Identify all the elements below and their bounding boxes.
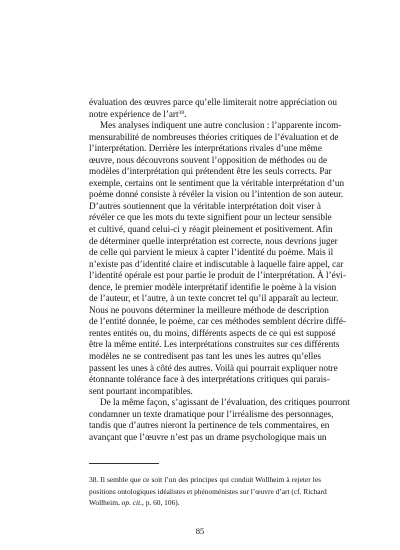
body-text (89, 97, 350, 443)
footnote-text: Wollheim, (89, 498, 122, 508)
text-line: de l’entité donnée, le poème, car ces méthodes semblent décrire diffé- (89, 316, 346, 327)
footnote-number: 38. (89, 475, 99, 484)
text-line: œuvre, nous découvrons souvent l’opposition de méthodes ou de (89, 154, 328, 165)
text-line: modèles ne se contredisent pas tant les unes les autres qu’elles (89, 351, 321, 362)
footnote-reference[interactable]: 38 (178, 109, 185, 116)
text-line: de déterminer quelle interprétation est correcte, nous devrions juger (89, 235, 338, 246)
paragraph-3 (89, 397, 350, 443)
footnote-38 (89, 475, 327, 510)
text-line: poème donné consiste à révéler la vision ou l’intention de son auteur. (89, 189, 344, 200)
text-line: Nous ne pouvons déterminer la meilleure méthode de description (89, 304, 329, 315)
text-line: de celle qui parvient le mieux à capter l’identité du poème. Mais il (89, 247, 334, 258)
text-line: de l’auteur, et l’autre, à un texte concret tel qu’il apparaît au lecteur. (89, 293, 339, 304)
footnote-line: positions ontologiques idéalistes et phénoménistes sur l’œuvre d’art (cf. Richard (89, 486, 327, 496)
text-line: D’autres soutiennent que la véritable interprétation doit viser à (89, 200, 321, 211)
text-line: Mes analyses indiquent une autre conclusion : l’apparente incom- (100, 120, 342, 131)
text-line: l’interprétation. Derrière les interprétations rivales d’une même (89, 143, 322, 154)
paragraph-2 (89, 120, 346, 397)
text-line: exemple, certains ont le sentiment que la véritable interprétation d’un (89, 177, 345, 188)
page-number: 85 (195, 526, 205, 536)
footnote-text: Il semble que ce soit l’un des principes qui conduit Wollheim à rejeter les (100, 475, 321, 484)
text-line: révéler ce que les mots du texte signifient pour un lecteur sensible (89, 212, 332, 223)
text-line: tandis que d’autres nieront la pertinence de tels commentaires, en (89, 420, 330, 431)
text-line (89, 109, 321, 121)
text-line: condamner un texte dramatique pour l’irréalisme des personnages, (89, 408, 334, 419)
text-line: De la même façon, s’agissant de l’évaluation, des critiques pourront (100, 397, 350, 408)
text-fragment: . (184, 108, 187, 119)
text-line: mensurabilité de nombreuses théories critiques de l’évaluation et de (89, 131, 339, 142)
text-line: avançant que l’œuvre n’est pas un drame psychologique mais un (89, 431, 327, 442)
text-fragment: notre expérience de l’art (89, 108, 179, 119)
text-line: et cultivé, quand celui-ci y réagit pleinement et positivement. Afin (89, 224, 333, 235)
footnote-line (89, 475, 321, 487)
paragraph-1 (89, 97, 337, 120)
footnote-text: , p. 60, 106). (142, 498, 180, 508)
text-line: passent les unes à côté des autres. Voilà qui pourrait expliquer notre (89, 362, 338, 373)
text-line: étonnante tolérance face à des interprétations critiques qui parais- (89, 374, 330, 385)
footnote-separator (89, 463, 159, 464)
text-line: dence, le premier modèle interprétatif identifie le poème à la vision (89, 281, 337, 292)
footnote-citation: op. cit. (121, 498, 142, 508)
text-line: évaluation des œuvres parce qu’elle limiterait notre appréciation ou (89, 97, 337, 107)
footnote-line (89, 498, 321, 510)
text-line: être la même entité. Les interprétations construites sur ces différents (89, 339, 340, 350)
text-line: sent pourtant incompatibles. (89, 385, 193, 396)
text-line: rentes entités ou, du moins, différents aspects de ce qui est supposé (89, 327, 336, 338)
text-line: n’existe pas d’identité claire et indiscutable à laquelle faire appel, car (89, 258, 344, 269)
text-line: l’identité opérale est pour partie le produit de l’interprétation. À l’évi- (89, 270, 346, 281)
text-line: modèles d’interprétation qui prétendent être les seuls corrects. Par (89, 166, 332, 177)
